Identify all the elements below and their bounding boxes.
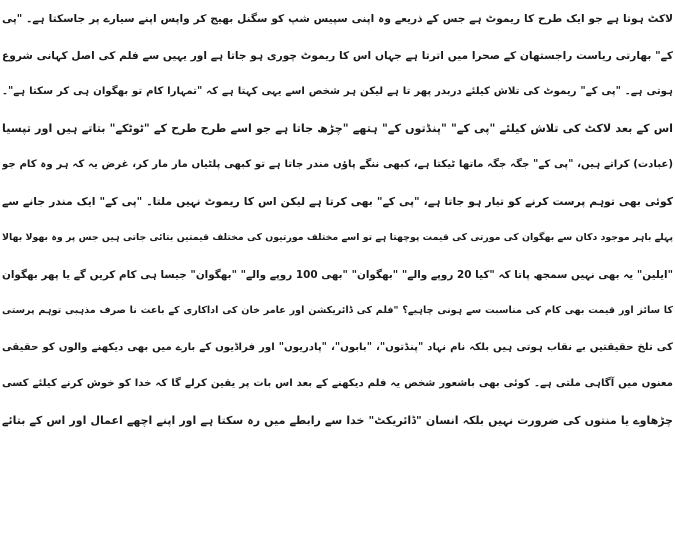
text-line: "ایلین" یہ بھی نہیں سمجھ پاتا کہ "کیا 20 روپے والے" "بھگوان" "بھی 100 روپے والے" "بھگوان" جیسا ہی کام کریں گے یا پھر بھگوان <box>2 268 673 281</box>
article-body <box>2 1 673 439</box>
text-line: اس کے بعد لاکٹ کی تلاش کیلئے "پی کے" "پنڈتوں کے" ہتھے "چڑھ جاتا ہے جو اسے طرح طرح کے "ٹوٹکے" بتاتے ہیں اور تپسیا <box>2 121 673 135</box>
text-line: کے" بھارتی ریاست راجستھان کے صحرا میں اترتا ہے جہاں اس کا ریموٹ چوری ہو جاتا ہے اور یہیں سے فلم کی اصل کہانی شروع <box>2 49 673 62</box>
text-line: ہوتی ہے۔ "پی کے" ریموٹ کی تلاش کیلئے دربدر پھر تا ہے لیکن ہر شخص اسے یہی کہتا ہے کہ "تمہارا کام تو بھگوان ہی کر سکتا ہے"۔ <box>2 86 673 97</box>
text-line: چڑھاوے یا منتوں کی ضرورت نہیں بلکہ انسان "ڈائریکٹ" خدا سے رابطے میں رہ سکتا ہے اور اپنے اچھے اعمال اور اس کے بتائے <box>2 413 673 427</box>
text-line: پہلے باہر موجود دکان سے بھگوان کی مورتی کی قیمت پوچھتا ہے تو اسے مختلف مورتیوں کی مختلف قیمتیں بتائی جاتی ہیں جس پر وہ بھولا بھالا <box>2 232 673 243</box>
text-line: (عبادت) کراتے ہیں، "پی کے" جگہ جگہ ماتھا ٹیکتا ہے، کبھی ننگے پاؤں مندر جاتا ہے تو کبھی پلٹیاں مار مار کر، غرض یہ کہ ہر وہ کام جو <box>2 159 673 170</box>
text-line: کی تلخ حقیقتیں بے نقاب ہوتی ہیں بلکہ نام نہاد "پنڈتوں"، "بابوں"، "پادریوں" اور فراڈیوں کے بارے میں بھی دیکھنے والوں کو حقیقی <box>2 341 673 353</box>
text-line: معنوں میں آگاہی ملتی ہے۔ کوئی بھی باشعور شخص یہ فلم دیکھنے کے بعد اس بات پر یقین کرلے گا کہ خدا کو خوش کرنے کیلئے کسی <box>2 378 673 389</box>
text-line: کوئی بھی توہم پرست کرنے کو تیار ہو جاتا ہے، "پی کے" بھی کرتا ہے لیکن اس کا ریموٹ نہیں ملتا۔ "پی کے" ایک مندر جانے سے <box>2 194 673 208</box>
text-line: کا سائز اور قیمت بھی کام کی مناسبت سے ہونی چاہیے؟ "فلم کی ڈائریکشن اور عامر خان کی اداکاری کے باعث نا صرف مذہبی توہم پرستی <box>2 305 673 316</box>
text-line: لاکٹ ہوتا ہے جو ایک طرح کا ریموٹ ہے جس کے ذریعے وہ اپنی سپیس شپ کو سگنل بھیج کر واپس اپنے سیارے پر جاسکتا ہے۔ "پی <box>2 13 673 25</box>
